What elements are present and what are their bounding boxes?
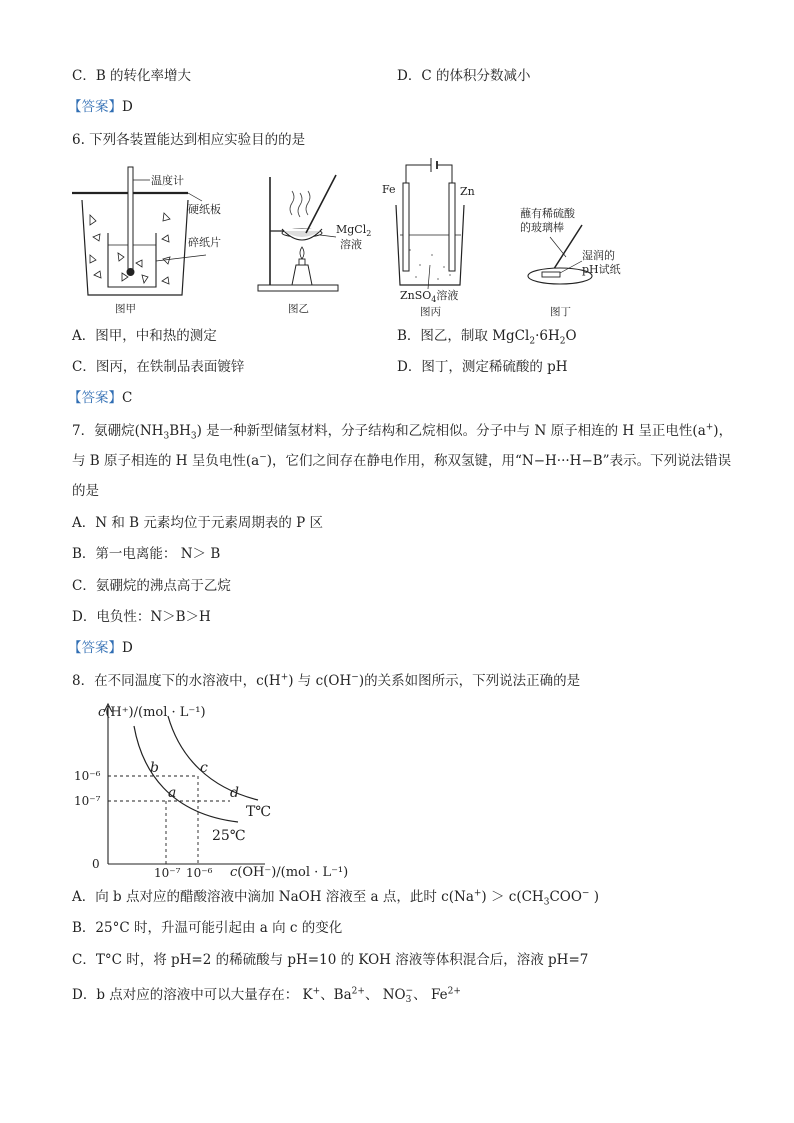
answer-value: D — [122, 99, 133, 115]
label-znso4: ZnSO$_4$溶液 — [400, 289, 459, 304]
electrolyte-dots — [409, 249, 455, 280]
figure-yi — [258, 175, 371, 315]
point-c-label: c — [200, 760, 208, 776]
label-paper-line2: pH试纸 — [582, 263, 621, 276]
label-thermometer: 温度计 — [151, 174, 184, 187]
glass-rod — [306, 175, 336, 233]
vapor — [290, 191, 310, 217]
caption-ding: 图丁 — [550, 306, 571, 318]
q5-answer — [68, 97, 133, 117]
curve-25-label: 25℃ — [212, 828, 246, 844]
alcohol-lamp — [292, 265, 312, 285]
label-paper-scraps: 碎纸片 — [188, 236, 221, 249]
q7-option-b: B．第一电离能： N＞ B — [72, 546, 221, 562]
curve-tc — [168, 716, 258, 800]
answer-tag: 【答案】 — [68, 640, 122, 656]
curve-t-label: T℃ — [246, 804, 271, 820]
answer-value: C — [122, 390, 133, 406]
q8-option-d: D．b 点对应的溶液中可以大量存在： K+、$Ba^{2+}$、 NO − 3 、 $Fe^{2+}$ — [72, 985, 461, 1005]
q6-option-a: A．图甲，中和热的测定 — [72, 328, 217, 344]
answer-tag: 【答案】 — [68, 99, 122, 115]
label-zn: Zn — [460, 185, 475, 198]
thermometer — [128, 167, 133, 269]
flame — [300, 247, 304, 259]
caption-yi: 图乙 — [288, 303, 309, 315]
figure-bing — [382, 158, 475, 318]
answer-tag: 【答案】 — [68, 390, 122, 406]
origin-label: 0 — [92, 857, 100, 871]
q6-option-d: D．图丁，测定稀硫酸的 pH — [397, 359, 568, 375]
q8-option-b: B．25°C 时，升温可能引起由 a 向 c 的变化 — [72, 920, 343, 936]
outer-beaker — [82, 200, 188, 295]
label-cardboard: 硬纸板 — [188, 203, 221, 216]
label-mgcl2: MgCl$_2$ — [336, 223, 372, 238]
x-axis-label: c(OH⁻)/(mol · L⁻¹) — [230, 865, 349, 880]
q8-option-a: A．向 b 点对应的醋酸溶液中滴加 NaOH 溶液至 a 点，此时 $c(Na^+) > c(CH_3COO^-$ ) — [72, 888, 600, 908]
label-fe: Fe — [382, 183, 396, 196]
caption-jia: 图甲 — [115, 303, 136, 315]
caption-bing: 图丙 — [420, 306, 441, 318]
q7-stem-line1: 7．氨硼烷$(NH_3BH_3)$ 是一种新型储氢材料，分子结构和乙烷相似。分子中与 N 原子相连的 H 呈正电性(a+)， — [72, 422, 733, 442]
q5-option-c: C．B 的转化率增大 — [72, 68, 192, 84]
q7-stem-line2: 与 B 原子相连的 H 呈负电性(a−)，它们之间存在静电作用，称双氢键，用“N−H···H−B”表示。下列说法错误 — [72, 452, 732, 469]
q8-graph — [70, 696, 370, 881]
q6-answer — [68, 388, 132, 408]
point-d-label: d — [230, 785, 239, 801]
zn-electrode — [449, 183, 455, 271]
figure-jia — [72, 167, 221, 315]
y-tick-1e-6: 10⁻⁶ — [74, 769, 101, 783]
x-tick-1e-7: 10⁻⁷ — [154, 866, 181, 880]
label-solution: 溶液 — [340, 238, 362, 251]
q7-option-d: D．电负性：N＞B＞H — [72, 609, 211, 625]
fe-electrode — [403, 183, 409, 271]
q6-figures — [60, 155, 660, 320]
q8-option-c: C．T°C 时，将 pH=2 的稀硫酸与 pH=10 的 KOH 溶液等体积混合后，溶液 pH=7 — [72, 952, 589, 968]
thermometer-bulb — [127, 268, 135, 276]
point-b-label: b — [150, 760, 159, 776]
figure-ding — [520, 206, 621, 318]
label-rod-line2: 的玻璃棒 — [520, 221, 564, 234]
ph-paper — [542, 272, 560, 277]
x-tick-1e-6: 10⁻⁶ — [186, 866, 213, 880]
q7-answer — [68, 638, 133, 658]
point-a-label: a — [168, 785, 177, 801]
y-axis-label: c(H⁺)/(mol · L⁻¹) — [98, 705, 206, 720]
q5-option-d: D．C 的体积分数减小 — [397, 68, 531, 84]
stand-base — [258, 285, 338, 291]
q6-option-c: C．图丙，在铁制品表面镀锌 — [72, 359, 245, 375]
y-tick-1e-7: 10⁻⁷ — [74, 794, 101, 808]
label-paper-line1: 湿润的 — [582, 249, 615, 262]
label-rod-line1: 蘸有稀硫酸 — [520, 207, 575, 220]
q8-stem: 8．在不同温度下的水溶液中，c(H+) 与 c(OH−)的关系如图所示，下列说法正确的是 — [72, 672, 581, 689]
q6-option-b: B．图乙，制取 $MgCl_2\cdot 6H_2O$ — [397, 328, 577, 347]
q7-stem-line3: 的是 — [72, 483, 99, 499]
q7-option-c: C．氨硼烷的沸点高于乙烷 — [72, 578, 231, 594]
q6-stem: 6. 下列各装置能达到相应实验目的的是 — [72, 132, 306, 148]
q7-option-a: A．N 和 B 元素均位于元素周期表的 P 区 — [72, 515, 324, 531]
answer-value: D — [122, 640, 133, 656]
